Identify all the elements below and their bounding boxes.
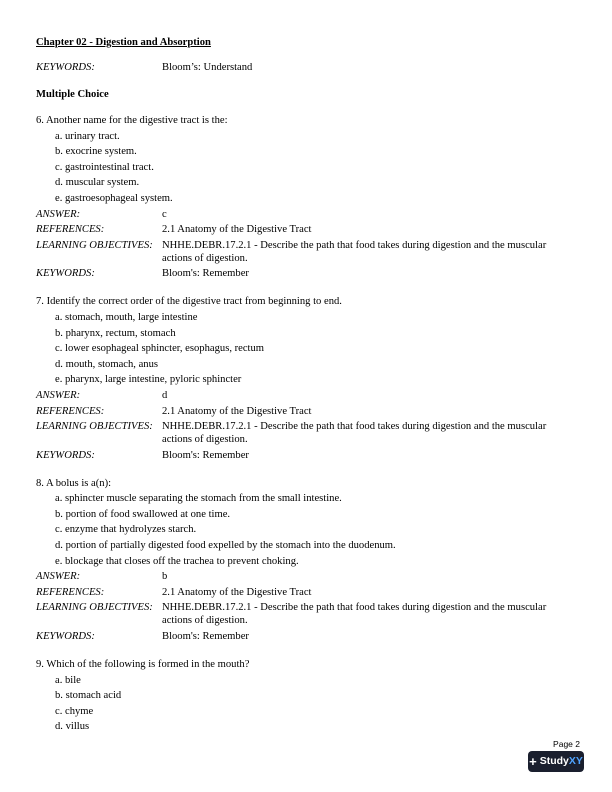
plus-icon: + — [529, 754, 537, 769]
question-meta — [36, 570, 576, 643]
learning-objectives-value: NHHE.DEBR.17.2.1 - Describe the path that food takes during digestion and the muscular actions of digestion. — [162, 421, 547, 446]
learning-objectives-row — [36, 420, 576, 446]
learning-objectives-label: LEARNING OBJECTIVES: — [36, 602, 153, 614]
option-b: b. stomach acid — [55, 690, 122, 702]
option-a: a. sphincter muscle separating the stomach from the small intestine. — [55, 493, 342, 505]
keywords-value: Bloom's: Remember — [162, 449, 249, 461]
option-b: b. exocrine system. — [55, 146, 137, 158]
option-d: d. villus — [55, 721, 90, 733]
learning-objectives-label: LEARNING OBJECTIVES: — [36, 421, 153, 433]
learning-objectives-row — [36, 239, 576, 265]
option-list — [36, 311, 576, 386]
answer-row — [36, 389, 576, 402]
chapter-title: Chapter 02 - Digestion and Absorption — [36, 37, 211, 48]
keywords-value: Bloom’s: Understand — [162, 62, 253, 73]
references-row — [36, 586, 576, 599]
keywords-label: KEYWORDS: — [36, 62, 95, 73]
option-d: d. portion of partially digested food expelled by the stomach into the duodenum. — [55, 540, 396, 552]
question-stem: 9. Which of the following is formed in the mouth? — [36, 659, 250, 671]
answer-value: c — [162, 208, 167, 220]
option-a: a. bile — [55, 674, 81, 686]
option-c: c. enzyme that hydrolyzes starch. — [55, 524, 197, 536]
studyxy-badge[interactable] — [528, 751, 584, 772]
answer-row — [36, 208, 576, 221]
option-c: c. gastrointestinal tract. — [55, 161, 154, 173]
keywords-label: KEYWORDS: — [36, 449, 95, 461]
option-c: c. lower esophageal sphincter, esophagus, rectum — [55, 343, 265, 355]
learning-objectives-label: LEARNING OBJECTIVES: — [36, 239, 153, 251]
references-value: 2.1 Anatomy of the Digestive Tract — [162, 405, 312, 417]
option-b: b. pharynx, rectum, stomach — [55, 327, 176, 339]
question-stem: 7. Identify the correct order of the digestive tract from beginning to end. — [36, 296, 342, 308]
brand-accent: XY — [568, 755, 583, 767]
option-list — [36, 492, 576, 567]
question-8 — [36, 477, 576, 643]
top-keywords-row — [36, 61, 576, 74]
keywords-label: KEYWORDS: — [36, 268, 95, 280]
keywords-row — [36, 267, 576, 280]
keywords-row — [36, 449, 576, 462]
question-meta — [36, 389, 576, 462]
references-row — [36, 405, 576, 418]
option-e: e. blockage that closes off the trachea to prevent choking. — [55, 555, 299, 567]
option-list — [36, 674, 576, 734]
references-label: REFERENCES: — [36, 405, 105, 417]
question-9 — [36, 658, 576, 733]
answer-value: d — [162, 389, 168, 401]
references-value: 2.1 Anatomy of the Digestive Tract — [162, 586, 312, 598]
option-d: d. muscular system. — [55, 177, 140, 189]
question-7 — [36, 295, 576, 461]
option-e: e. pharynx, large intestine, pyloric sphincter — [55, 374, 242, 386]
option-a: a. urinary tract. — [55, 130, 120, 142]
references-value: 2.1 Anatomy of the Digestive Tract — [162, 224, 312, 236]
page-number: Page 2 — [553, 739, 580, 749]
keywords-row — [36, 630, 576, 643]
references-label: REFERENCES: — [36, 586, 105, 598]
option-list — [36, 130, 576, 205]
keywords-value: Bloom's: Remember — [162, 631, 249, 643]
question-6 — [36, 114, 576, 280]
learning-objectives-value: NHHE.DEBR.17.2.1 - Describe the path that food takes during digestion and the muscular actions of digestion. — [162, 239, 547, 264]
document-page — [36, 36, 576, 748]
option-c: c. chyme — [55, 705, 94, 717]
answer-value: b — [162, 571, 168, 583]
answer-row — [36, 570, 576, 583]
question-stem: 8. A bolus is a(n): — [36, 477, 112, 489]
keywords-value: Bloom's: Remember — [162, 268, 249, 280]
references-label: REFERENCES: — [36, 224, 105, 236]
answer-label: ANSWER: — [36, 389, 81, 401]
references-row — [36, 223, 576, 236]
learning-objectives-value: NHHE.DEBR.17.2.1 - Describe the path that food takes during digestion and the muscular actions of digestion. — [162, 602, 547, 627]
option-d: d. mouth, stomach, anus — [55, 358, 158, 370]
option-b: b. portion of food swallowed at one time. — [55, 508, 231, 520]
question-stem: 6. Another name for the digestive tract is the: — [36, 115, 228, 126]
brand-main: Study — [539, 755, 569, 767]
keywords-label: KEYWORDS: — [36, 631, 95, 643]
option-e: e. gastroesophageal system. — [55, 192, 173, 204]
answer-label: ANSWER: — [36, 571, 81, 583]
section-heading: Multiple Choice — [36, 89, 109, 100]
option-a: a. stomach, mouth, large intestine — [55, 311, 198, 323]
question-meta — [36, 208, 576, 281]
learning-objectives-row — [36, 601, 576, 627]
answer-label: ANSWER: — [36, 208, 81, 220]
